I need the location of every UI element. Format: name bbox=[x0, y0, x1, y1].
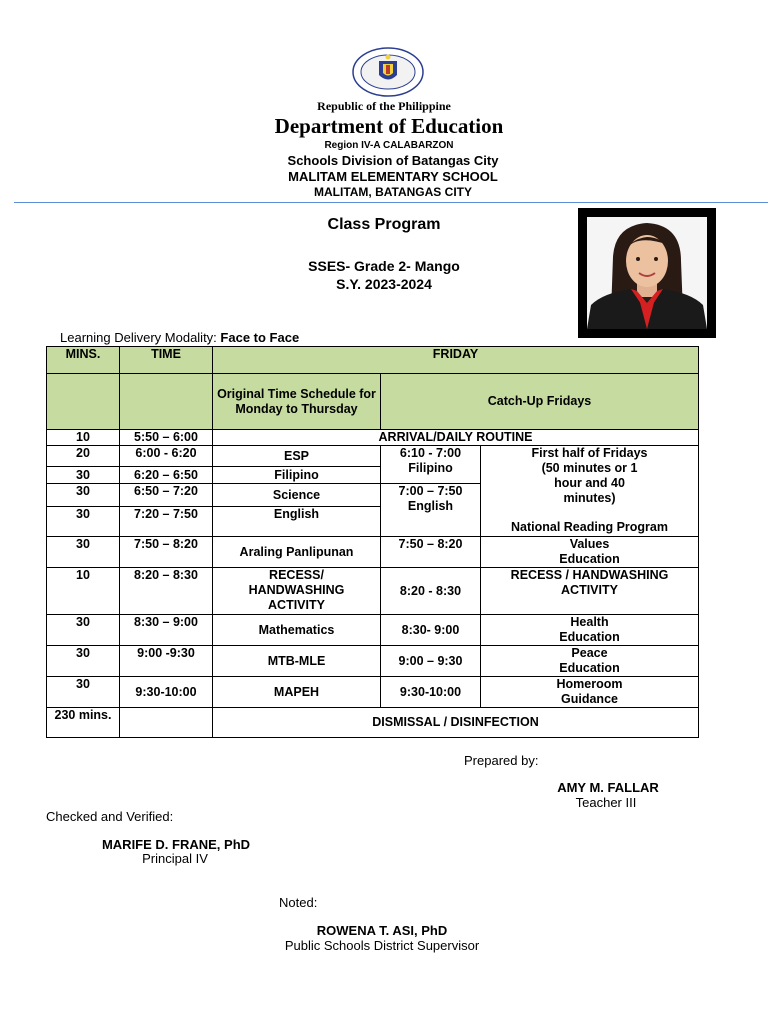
cell-subject: Mathematics bbox=[213, 615, 381, 646]
cell-friday-slot bbox=[381, 446, 481, 484]
region-text: Region IV-A CALABARZON bbox=[324, 140, 454, 151]
cell-mins: 30 bbox=[47, 646, 120, 677]
prepared-title: Teacher III bbox=[575, 795, 637, 810]
cell-mins: 30 bbox=[47, 677, 120, 708]
cell-subject: MAPEH bbox=[213, 677, 381, 708]
cell-subject: English bbox=[213, 507, 381, 537]
cell-friday-time: 9:30-10:00 bbox=[381, 677, 481, 708]
cell-time: 8:20 – 8:30 bbox=[120, 568, 213, 615]
division-text: Schools Division of Batangas City bbox=[287, 153, 499, 168]
class-schedule-table bbox=[46, 346, 699, 738]
table-row bbox=[47, 646, 699, 677]
cell-activity: DISMISSAL / DISINFECTION bbox=[213, 708, 699, 738]
cell-subject: Science bbox=[213, 484, 381, 507]
cell-mins: 230 mins. bbox=[47, 708, 120, 738]
table-row bbox=[47, 677, 699, 708]
table-row bbox=[47, 615, 699, 646]
cell-subject: Filipino bbox=[213, 467, 381, 484]
cell-friday-time: 9:00 – 9:30 bbox=[381, 646, 481, 677]
catch-up-note: First half of Fridays (50 minutes or 1 hour and 40 minutes) bbox=[531, 446, 648, 505]
teacher-photo bbox=[587, 217, 707, 329]
cell-mins: 20 bbox=[47, 446, 120, 467]
modality-value: Face to Face bbox=[220, 330, 300, 345]
header-catch-up-fridays: Catch-Up Fridays bbox=[381, 374, 699, 430]
modality-label: Learning Delivery Modality: bbox=[60, 330, 217, 345]
header-empty-1 bbox=[47, 374, 120, 430]
cell-friday-slot bbox=[381, 484, 481, 537]
noted-name: ROWENA T. ASI, PhD bbox=[316, 923, 448, 938]
cell-mins: 10 bbox=[47, 568, 120, 615]
cell-mins: 30 bbox=[47, 537, 120, 568]
cell-mins: 30 bbox=[47, 484, 120, 507]
cell-time: 7:50 – 8:20 bbox=[120, 537, 213, 568]
cell-time: 7:20 – 7:50 bbox=[120, 507, 213, 537]
cell-catch-up: Peace Education bbox=[481, 646, 699, 677]
class-subtitle: SSES- Grade 2- Mango bbox=[308, 258, 460, 274]
cell-subject: MTB-MLE bbox=[213, 646, 381, 677]
page-title: Class Program bbox=[327, 216, 441, 233]
friday-subject: English bbox=[407, 499, 454, 513]
header-original-schedule: Original Time Schedule for Monday to Thursday bbox=[213, 374, 381, 430]
school-address: MALITAM, BATANGAS CITY bbox=[314, 185, 472, 199]
cell-time: 9:00 -9:30 bbox=[120, 646, 213, 677]
cell-catch-up: RECESS / HANDWASHING ACTIVITY bbox=[481, 568, 699, 615]
prepared-name: AMY M. FALLAR bbox=[557, 780, 659, 795]
cell-time: 6:00 - 6:20 bbox=[120, 446, 213, 467]
cell-subject: ESP bbox=[213, 446, 381, 467]
cell-mins: 30 bbox=[47, 467, 120, 484]
cell-friday-time: 8:20 - 8:30 bbox=[381, 568, 481, 615]
cell-subject: RECESS/ HANDWASHING ACTIVITY bbox=[213, 568, 381, 615]
cell-catch-up: Values Education bbox=[481, 537, 699, 568]
header-friday: FRIDAY bbox=[213, 347, 699, 374]
modality-line bbox=[60, 330, 299, 345]
cell-mins: 30 bbox=[47, 615, 120, 646]
prepared-label: Prepared by: bbox=[464, 753, 539, 768]
cell-friday-time: 8:30- 9:00 bbox=[381, 615, 481, 646]
cell-subject: Araling Panlipunan bbox=[213, 537, 381, 568]
noted-label: Noted: bbox=[279, 895, 318, 910]
checked-title: Principal IV bbox=[142, 851, 208, 866]
cell-mins: 30 bbox=[47, 507, 120, 537]
cell-time: 5:50 – 6:00 bbox=[120, 430, 213, 446]
school-name: MALITAM ELEMENTARY SCHOOL bbox=[288, 169, 498, 184]
cell-activity: ARRIVAL/DAILY ROUTINE bbox=[213, 430, 699, 446]
cell-mins: 10 bbox=[47, 430, 120, 446]
header-empty-2 bbox=[120, 374, 213, 430]
cell-time: 6:20 – 6:50 bbox=[120, 467, 213, 484]
friday-subject: Filipino bbox=[408, 461, 453, 475]
table-row bbox=[47, 568, 699, 615]
department-title: Department of Education bbox=[274, 114, 504, 138]
catch-up-program: National Reading Program bbox=[511, 520, 668, 534]
friday-time: 6:10 - 7:00 bbox=[399, 446, 462, 460]
cell-time: 6:50 – 7:20 bbox=[120, 484, 213, 507]
noted-title: Public Schools District Supervisor bbox=[284, 938, 480, 953]
checked-name: MARIFE D. FRANE, PhD bbox=[101, 837, 251, 852]
header-mins: MINS. bbox=[47, 347, 120, 374]
cell-catch-up: Homeroom Guidance bbox=[481, 677, 699, 708]
table-row bbox=[47, 446, 699, 467]
school-year: S.Y. 2023-2024 bbox=[336, 276, 432, 292]
friday-time: 7:00 – 7:50 bbox=[398, 484, 463, 498]
cell-friday-time: 7:50 – 8:20 bbox=[381, 537, 481, 568]
table-row bbox=[47, 430, 699, 446]
header-divider bbox=[14, 202, 768, 203]
table-row bbox=[47, 537, 699, 568]
deped-seal-icon bbox=[352, 47, 424, 97]
cell-catch-up bbox=[481, 446, 699, 537]
republic-text: Republic of the Philippine bbox=[317, 99, 451, 113]
checked-label: Checked and Verified: bbox=[46, 809, 174, 824]
cell-time: 8:30 – 9:00 bbox=[120, 615, 213, 646]
table-row bbox=[47, 708, 699, 738]
cell-time: 9:30-10:00 bbox=[120, 677, 213, 708]
header-time: TIME bbox=[120, 347, 213, 374]
cell-time-empty bbox=[120, 708, 213, 738]
cell-catch-up: Health Education bbox=[481, 615, 699, 646]
